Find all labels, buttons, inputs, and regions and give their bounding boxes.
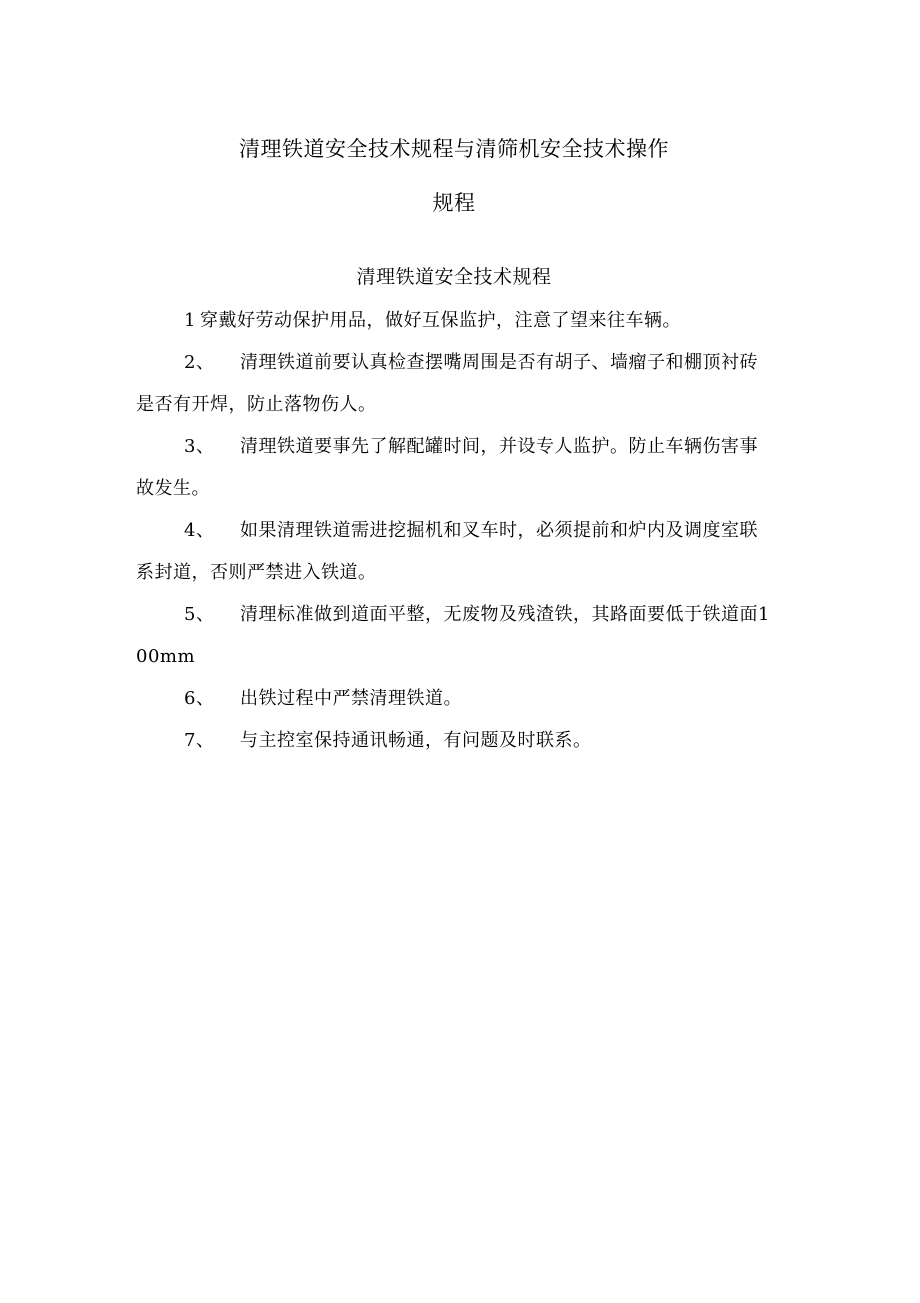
rules-list	[136, 300, 772, 762]
rule-text: 清理标准做到道面平整，无废物及残渣铁，其路面要低于铁道面100mm	[136, 604, 770, 667]
rule-number: 6、	[184, 688, 215, 709]
rule-item-4	[136, 510, 772, 594]
rule-text: 与主控室保持通讯畅通，有问题及时联系。	[240, 730, 592, 751]
rule-number: 5、	[184, 604, 215, 625]
rule-number: 3、	[184, 436, 215, 457]
document-title-line-1: 清理铁道安全技术规程与清筛机安全技术操作	[239, 137, 669, 161]
rule-text: 如果清理铁道需进挖掘机和叉车时，必须提前和炉内及调度室联系封道，否则严禁进入铁道。	[136, 520, 758, 583]
rule-number: 2、	[184, 352, 215, 373]
rule-number: 4、	[184, 520, 215, 541]
document-title	[136, 122, 772, 230]
rule-item-7	[136, 720, 772, 762]
rule-text: 清理铁道要事先了解配罐时间，并设专人监护。防止车辆伤害事故发生。	[136, 436, 758, 499]
section-title: 清理铁道安全技术规程	[356, 266, 552, 288]
rule-item-2	[136, 342, 772, 426]
rule-item-6	[136, 678, 772, 720]
rule-item-3	[136, 426, 772, 510]
rule-item-5	[136, 594, 772, 678]
rule-number: 7、	[184, 730, 215, 751]
rule-text: 穿戴好劳动保护用品，做好互保监护，注意了望来往车辆。	[199, 310, 681, 331]
rule-number: 1	[184, 310, 196, 331]
rule-text: 出铁过程中严禁清理铁道。	[240, 688, 462, 709]
rule-text: 清理铁道前要认真检查摆嘴周围是否有胡子、墙瘤子和棚顶衬砖是否有开焊，防止落物伤人。	[136, 352, 758, 415]
document-title-line-2: 规程	[432, 191, 476, 215]
rule-item-1	[136, 300, 772, 342]
